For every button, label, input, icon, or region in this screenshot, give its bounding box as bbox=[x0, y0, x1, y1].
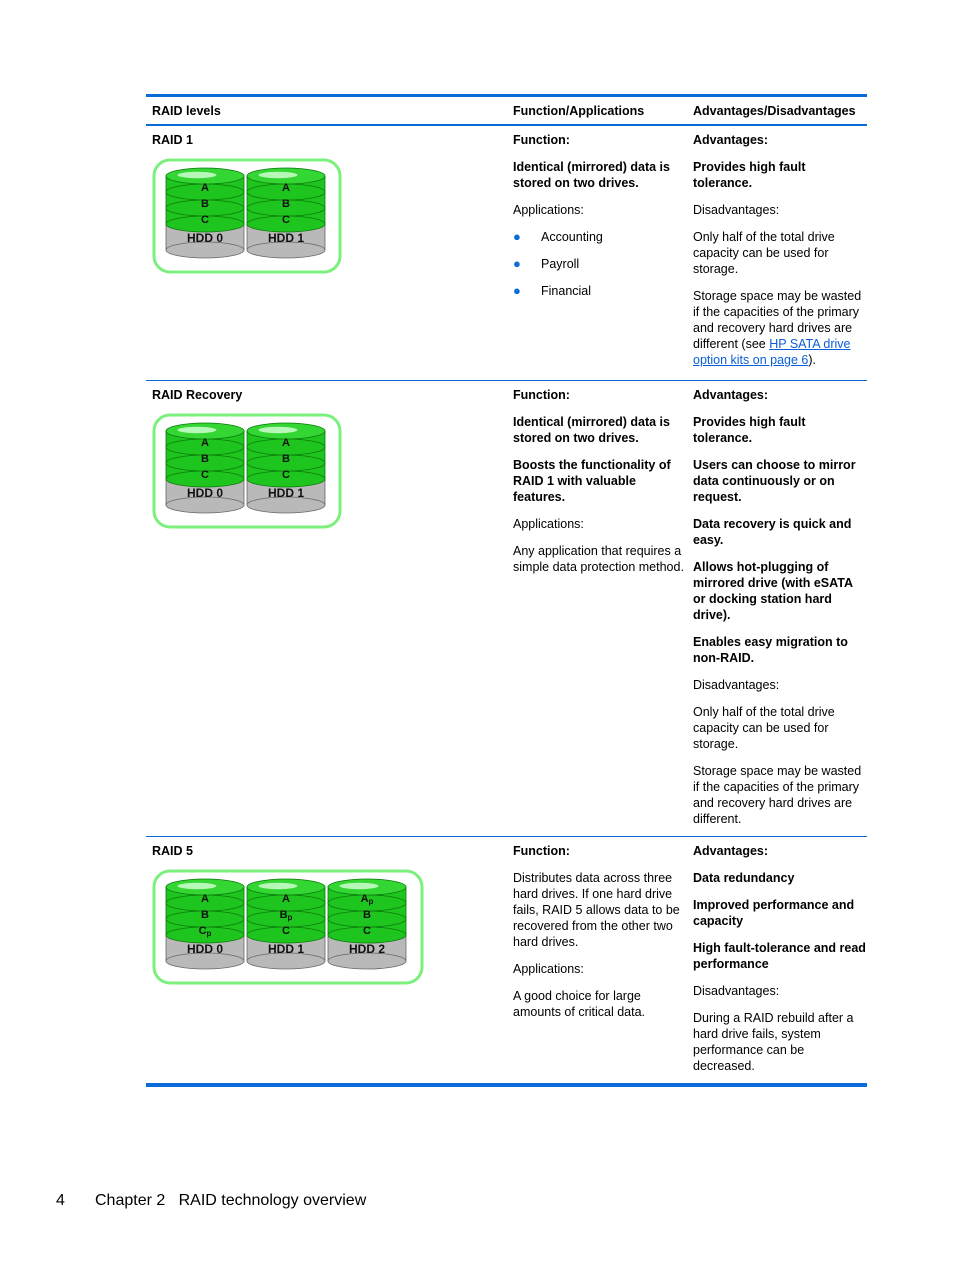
drive-label: HDD 1 bbox=[267, 486, 305, 500]
list-item: ● Accounting bbox=[513, 229, 603, 244]
block-label: Bp bbox=[279, 909, 293, 922]
drive-label: HDD 0 bbox=[186, 942, 224, 956]
table-row-raid-1 bbox=[146, 126, 867, 381]
raid-5-disadvantage: During a RAID rebuild after a hard drive fails, system performance can be decreased. bbox=[693, 1011, 854, 1073]
raid-recovery-disadvantage: Storage space may be wasted if the capacities of the primary and recovery hard drives are different. bbox=[693, 764, 862, 826]
drive-label: HDD 1 bbox=[267, 942, 305, 956]
table-bottom-rule bbox=[146, 1083, 867, 1087]
block-label: B bbox=[201, 198, 209, 210]
block-label: Cp bbox=[198, 925, 212, 938]
raid-1-applications-list bbox=[513, 229, 687, 299]
raid-5-applications-text: A good choice for large amounts of critical data. bbox=[513, 989, 646, 1019]
raid-recovery-advantage: Data recovery is quick and easy. bbox=[693, 517, 852, 547]
raid-recovery-applications-text: Any application that requires a simple data protection method. bbox=[513, 544, 684, 574]
block-label: A bbox=[282, 437, 290, 449]
raid-recovery-diagram bbox=[152, 413, 342, 531]
raid-5-disadvantages-label: Disadvantages: bbox=[693, 984, 780, 998]
raid-levels-table bbox=[146, 94, 867, 1087]
header-raid-levels: RAID levels bbox=[152, 104, 221, 118]
raid-5-function-text: Distributes data across three hard drives. If one hard drive fails, RAID 5 allows data to be recovered from the other two hard drives. bbox=[513, 871, 680, 949]
hdd-drive bbox=[247, 879, 325, 969]
raid-1-function-label: Function: bbox=[513, 133, 570, 147]
header-function-applications: Function/Applications bbox=[513, 104, 645, 118]
raid-recovery-advantage: Enables easy migration to non-RAID. bbox=[693, 635, 848, 665]
block-label: Ap bbox=[360, 893, 374, 906]
raid-recovery-disadvantages-label: Disadvantages: bbox=[693, 678, 780, 692]
raid-1-applications-label: Applications: bbox=[513, 203, 584, 217]
header-advantages-disadvantages: Advantages/Disadvantages bbox=[693, 104, 856, 118]
block-label: C bbox=[363, 925, 371, 937]
block-label: C bbox=[282, 925, 290, 937]
raid-1-disadvantage: Storage space may be wasted if the capacities of the primary and recovery hard drives are different (see HP SATA drive option kits on page 6). bbox=[693, 289, 862, 367]
block-label: B bbox=[201, 453, 209, 465]
page-footer bbox=[56, 1192, 366, 1210]
hdd-drive bbox=[166, 423, 244, 513]
bullet-icon: ● bbox=[513, 229, 521, 244]
raid-5-name: RAID 5 bbox=[152, 844, 193, 858]
raid-recovery-advantages-label: Advantages: bbox=[693, 388, 769, 402]
page-number: 4 bbox=[56, 1192, 65, 1209]
raid-recovery-function-item: Boosts the functionality of RAID 1 with valuable features. bbox=[513, 458, 671, 504]
raid-recovery-advantage: Provides high fault tolerance. bbox=[693, 415, 806, 445]
block-label: C bbox=[201, 469, 209, 481]
block-label: C bbox=[282, 214, 290, 226]
table-row-raid-recovery bbox=[146, 381, 867, 837]
hdd-drive bbox=[166, 168, 244, 258]
bullet-icon: ● bbox=[513, 283, 521, 298]
block-label: B bbox=[201, 909, 209, 921]
block-label: C bbox=[282, 469, 290, 481]
bullet-icon: ● bbox=[513, 256, 521, 271]
raid-5-advantage: Data redundancy bbox=[693, 871, 795, 885]
table-header-row bbox=[146, 97, 867, 126]
block-label: A bbox=[282, 182, 290, 194]
raid-recovery-applications-label: Applications: bbox=[513, 517, 584, 531]
raid-recovery-advantage: Users can choose to mirror data continuously or on request. bbox=[693, 458, 856, 504]
chapter-title: Chapter 2 RAID technology overview bbox=[95, 1192, 367, 1209]
raid-1-function-text: Identical (mirrored) data is stored on two drives. bbox=[513, 160, 670, 190]
hp-sata-drive-option-kits-link[interactable]: HP SATA drive option kits on page 6 bbox=[693, 337, 851, 367]
list-item: ● Payroll bbox=[513, 256, 580, 271]
block-label: A bbox=[201, 182, 209, 194]
drive-label: HDD 2 bbox=[348, 942, 386, 956]
raid-5-function-label: Function: bbox=[513, 844, 570, 858]
block-label: A bbox=[201, 437, 209, 449]
hdd-drive bbox=[328, 879, 406, 969]
raid-recovery-function-label: Function: bbox=[513, 388, 570, 402]
raid-5-diagram bbox=[152, 869, 424, 987]
block-label: C bbox=[201, 214, 209, 226]
raid-1-disadvantage: Only half of the total drive capacity can be used for storage. bbox=[693, 230, 835, 276]
raid-recovery-advantage: Allows hot-plugging of mirrored drive (with eSATA or docking station hard drive). bbox=[693, 560, 853, 622]
raid-1-name: RAID 1 bbox=[152, 133, 193, 147]
list-item: ● Financial bbox=[513, 283, 592, 298]
raid-1-disadvantages-label: Disadvantages: bbox=[693, 203, 780, 217]
table-row-raid-5 bbox=[146, 837, 867, 1083]
raid-5-applications-label: Applications: bbox=[513, 962, 584, 976]
raid-recovery-function-item: Identical (mirrored) data is stored on two drives. bbox=[513, 415, 670, 445]
block-label: A bbox=[201, 893, 209, 905]
raid-5-advantage: Improved performance and capacity bbox=[693, 898, 855, 928]
block-label: B bbox=[282, 198, 290, 210]
raid-recovery-name: RAID Recovery bbox=[152, 388, 243, 402]
block-label: B bbox=[282, 453, 290, 465]
block-label: B bbox=[363, 909, 371, 921]
hdd-drive bbox=[247, 423, 325, 513]
drive-label: HDD 0 bbox=[186, 486, 224, 500]
drive-label: HDD 0 bbox=[186, 231, 224, 245]
hdd-drive bbox=[166, 879, 244, 969]
block-label: A bbox=[282, 893, 290, 905]
raid-1-advantage: Provides high fault tolerance. bbox=[693, 160, 806, 190]
raid-recovery-disadvantage: Only half of the total drive capacity can be used for storage. bbox=[693, 705, 835, 751]
raid-1-diagram bbox=[152, 158, 342, 276]
hdd-drive bbox=[247, 168, 325, 258]
raid-5-advantages-label: Advantages: bbox=[693, 844, 769, 858]
raid-1-advantages-label: Advantages: bbox=[693, 133, 769, 147]
raid-5-advantage: High fault-tolerance and read performance bbox=[693, 941, 866, 971]
drive-label: HDD 1 bbox=[267, 231, 305, 245]
